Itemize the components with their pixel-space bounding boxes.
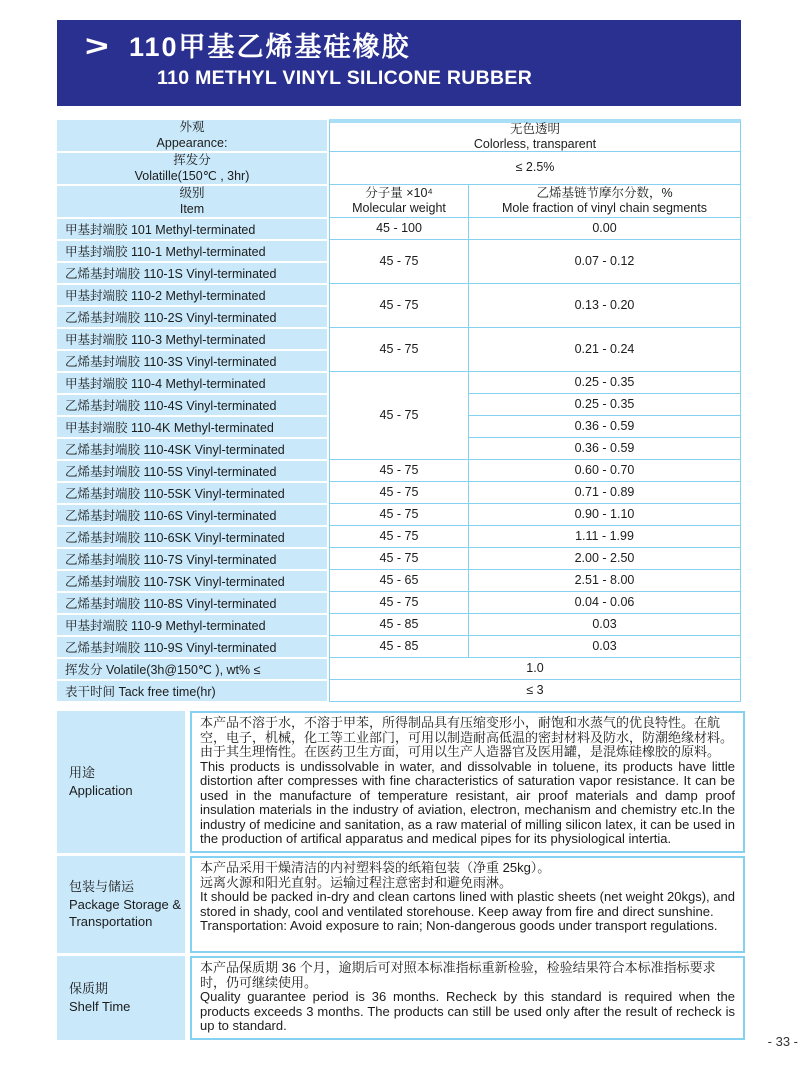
package-text-zh-1: 本产品采用干燥清洁的内衬塑料袋的纸箱包装（净重 25kg）。 (200, 860, 551, 875)
molecular-weight-value: 45 - 75 (329, 284, 469, 328)
molecular-weight-column-header: 分子量 ×10⁴ Molecular weight (329, 185, 469, 218)
product-row-label: 挥发分 Volatile(3h@150℃ ), wt% ≤ (57, 659, 327, 679)
product-row-label: 甲基封端胶 110-2 Methyl-terminated (57, 285, 327, 305)
molecular-weight-value: 45 - 85 (329, 614, 469, 636)
product-row-label: 乙烯基封端胶 110-4S Vinyl-terminated (57, 395, 327, 415)
product-row-label: 表干时间 Tack free time(hr) (57, 681, 327, 701)
molecular-weight-value: 45 - 75 (329, 328, 469, 372)
mole-fraction-value: 0.03 (469, 636, 741, 658)
product-row-label: 乙烯基封端胶 110-4SK Vinyl-terminated (57, 439, 327, 459)
product-row-label: 乙烯基封端胶 110-9S Vinyl-terminated (57, 637, 327, 657)
page-title-zh: 110甲基乙烯基硅橡胶 (129, 32, 411, 62)
product-row-label: 乙烯基封端胶 110-5SK Vinyl-terminated (57, 483, 327, 503)
product-row-label: 乙烯基封端胶 110-3S Vinyl-terminated (57, 351, 327, 371)
mole-fraction-value: 0.36 - 0.59 (469, 416, 741, 438)
mole-fraction-value: 2.00 - 2.50 (469, 548, 741, 570)
molecular-weight-value: 45 - 65 (329, 570, 469, 592)
mole-fraction-value: 2.51 - 8.00 (469, 570, 741, 592)
molecular-weight-value: 45 - 75 (329, 482, 469, 504)
full-span-value: 1.0 (329, 658, 741, 680)
volatile-value: ≤ 2.5% (329, 152, 741, 185)
title-row (85, 29, 741, 65)
product-row-label: 甲基封端胶 110-4K Methyl-terminated (57, 417, 327, 437)
full-span-value: ≤ 3 (329, 680, 741, 702)
application-content (190, 711, 745, 853)
shelf-text-zh: 本产品保质期 36 个月，逾期后可对照本标准指标重新检验，检验结果符合本标准指标要求时，仍可继续使用。 (200, 960, 716, 990)
molecular-weight-value: 45 - 75 (329, 504, 469, 526)
volatile-label: 挥发分 Volatille(150℃ , 3hr) (57, 153, 327, 184)
mole-fraction-value: 0.21 - 0.24 (469, 328, 741, 372)
product-row-label: 甲基封端胶 101 Methyl-terminated (57, 219, 327, 239)
shelf-label (57, 956, 185, 1040)
product-row-label: 甲基封端胶 110-9 Methyl-terminated (57, 615, 327, 635)
application-label (57, 711, 185, 853)
item-column-header: 级别 Item (57, 186, 327, 217)
product-row-label: 乙烯基封端胶 110-7SK Vinyl-terminated (57, 571, 327, 591)
mole-fraction-value: 0.00 (469, 218, 741, 240)
package-content (190, 856, 745, 953)
product-row-label: 甲基封端胶 110-4 Methyl-terminated (57, 373, 327, 393)
package-text-en-2: Transportation: Avoid exposure to rain; Non-dangerous goods under transport regulations. (200, 918, 718, 933)
shelf-text-en: Quality guarantee period is 36 months. Recheck by this standard is required when the products exceeds 3 months. The products can still be used only after the result of recheck is up to standard. (200, 989, 735, 1033)
section-package-storage (57, 856, 745, 953)
molecular-weight-value: 45 - 75 (329, 548, 469, 570)
package-text-zh-2: 远离火源和阳光直射。运输过程注意密封和避免雨淋。 (200, 874, 513, 890)
molecular-weight-value: 45 - 75 (329, 460, 469, 482)
page-number: - 33 - (767, 1034, 798, 1049)
mole-fraction-value: 1.11 - 1.99 (469, 526, 741, 548)
appearance-value: 无色透明 Colorless, transparent (329, 119, 741, 152)
molecular-weight-value: 45 - 75 (329, 592, 469, 614)
mole-fraction-value: 0.90 - 1.10 (469, 504, 741, 526)
product-row-label: 乙烯基封端胶 110-6SK Vinyl-terminated (57, 527, 327, 547)
product-row-label: 乙烯基封端胶 110-6S Vinyl-terminated (57, 505, 327, 525)
molecular-weight-value: 45 - 85 (329, 636, 469, 658)
mole-fraction-value: 0.71 - 0.89 (469, 482, 741, 504)
shelf-label-en: Shelf Time (69, 999, 131, 1014)
product-row-label: 乙烯基封端胶 110-1S Vinyl-terminated (57, 263, 327, 283)
mole-fraction-value: 0.13 - 0.20 (469, 284, 741, 328)
mole-fraction-value: 0.04 - 0.06 (469, 592, 741, 614)
mole-fraction-value: 0.07 - 0.12 (469, 240, 741, 284)
molecular-weight-value: 45 - 75 (329, 526, 469, 548)
package-label-en: Package Storage & Transportation (69, 896, 182, 930)
application-label-zh: 用途 (69, 765, 96, 781)
chevron-right-icon: > (85, 30, 109, 63)
package-label-zh: 包装与储运 (69, 879, 135, 895)
appearance-label: 外观 Appearance: (57, 120, 327, 151)
page-title-en: 110 METHYL VINYL SILICONE RUBBER (157, 67, 533, 89)
product-row-label: 甲基封端胶 110-1 Methyl-terminated (57, 241, 327, 261)
spec-table (57, 119, 741, 702)
section-application (57, 711, 745, 853)
product-row-label: 乙烯基封端胶 110-7S Vinyl-terminated (57, 549, 327, 569)
mole-fraction-value: 0.36 - 0.59 (469, 438, 741, 460)
mole-fraction-value: 0.25 - 0.35 (469, 394, 741, 416)
section-shelf-time (57, 956, 745, 1040)
application-label-en: Application (69, 783, 133, 798)
info-sections (57, 711, 745, 1040)
mole-fraction-column-header: 乙烯基链节摩尔分数，% Mole fraction of vinyl chain segments (469, 185, 741, 218)
shelf-content (190, 956, 745, 1040)
mole-fraction-value: 0.25 - 0.35 (469, 372, 741, 394)
mole-fraction-value: 0.03 (469, 614, 741, 636)
package-text-en-1: It should be packed in-dry and clean cartons lined with plastic sheets (net weight 20kgs), and stored in shady, cool and ventilated storehouse. Keep away from fire and direct sunshine. (200, 889, 735, 919)
shelf-label-zh: 保质期 (69, 981, 109, 997)
product-row-label: 乙烯基封端胶 110-2S Vinyl-terminated (57, 307, 327, 327)
package-label (57, 856, 185, 953)
molecular-weight-value: 45 - 100 (329, 218, 469, 240)
product-row-label: 甲基封端胶 110-3 Methyl-terminated (57, 329, 327, 349)
product-row-label: 乙烯基封端胶 110-5S Vinyl-terminated (57, 461, 327, 481)
application-text-zh: 本产品不溶于水，不溶于甲苯，所得制品具有压缩变形小，耐饱和水蒸气的优良特性。在航空，电子，机械，化工等工业部门，可用以制造耐高低温的密封材料及防水，防潮绝缘材料。由于其生理惰性。在医药卫生方面，可用以生产人造器官及医用罐，是混炼硅橡胶的原料。 (200, 715, 734, 759)
molecular-weight-value: 45 - 75 (329, 240, 469, 284)
title-banner (57, 20, 741, 106)
product-row-label: 乙烯基封端胶 110-8S Vinyl-terminated (57, 593, 327, 613)
molecular-weight-value: 45 - 75 (329, 372, 469, 460)
mole-fraction-value: 0.60 - 0.70 (469, 460, 741, 482)
application-text-en: This products is undissolvable in water, and dissolvable in toluene, its products have little distortion after compresses with fine characteristics of saturation vapor resistance. It can be used in the manufacture of temperature resistant, air proof materials and damp proof insulation materials in the industry of aviation, electron, mechanism and chemistry etc.In the industry of medicine and sanitation, as a raw material of milling silicon latex, it can be used in the production of artifical apparatus and medical pipes for its physiological intertia. (200, 758, 735, 846)
